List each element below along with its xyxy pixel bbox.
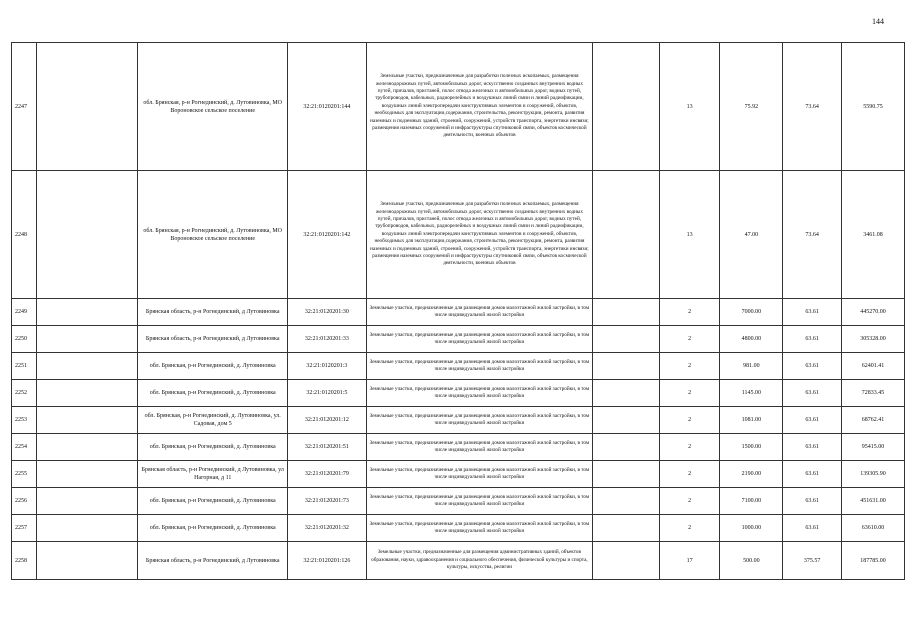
empty-cell (36, 488, 138, 515)
rate-cell: 63.61 (783, 488, 842, 515)
address-cell: Брянская область, р-н Рогнединский, д Лутовиновка (138, 542, 287, 580)
land-use-cell: Земельные участки, предназначенные для разработки полезных ископаемых, размещения железнодорожных путей, автомобильных дорог, искусственно созданных внутренних водных путей, причалов, пристаней, полос отвода железных и автомобильных дорог, водных путей, трубопроводов, кабельных, радиорелейных и воздушных линий связи и линий радиофикации, воздушных линий электропередачи конструктивных элементов и сооружений, объектов, необходимых для эксплуатации,содержания, строительства, реконструкции, ремонта, развития наземных и подземных зданий, строений, сооружений, устройств транспорта, энергетики инсвязи; размещения наземных сооружений и инфраструктуры спутниковой связи, объектов космической деятельности, военных объектов (366, 171, 592, 299)
table-row (12, 299, 905, 326)
group-cell: 2 (659, 326, 720, 353)
value-cell: 445270.00 (842, 299, 905, 326)
cadastral-number-cell: 32:21:0120201:12 (287, 407, 366, 434)
address-cell: Брянская область, р-н Рогнединский, д Лутовиновка (138, 299, 287, 326)
area-cell: 1000.00 (720, 515, 783, 542)
land-use-cell: Земельные участки, предназначенные для размещения домов малоэтажной жилой застройки, в том числе индивидуальной жилой застройки (366, 488, 592, 515)
area-cell: 4800.00 (720, 326, 783, 353)
row-number: 2251 (12, 353, 37, 380)
row-number: 2255 (12, 461, 37, 488)
land-use-cell: Земельные участки, предназначенные для размещения административных зданий, объектов образования, науки, здравоохранения и социального обеспечения, физической культуры и спорта, культуры, искусства, религии (366, 542, 592, 580)
empty-cell (593, 43, 660, 171)
group-cell: 13 (659, 43, 720, 171)
group-cell: 2 (659, 515, 720, 542)
row-number: 2256 (12, 488, 37, 515)
area-cell: 1145.00 (720, 380, 783, 407)
cadastral-number-cell: 32:21:0120201:5 (287, 380, 366, 407)
empty-cell (593, 542, 660, 580)
cadastral-table (11, 42, 905, 580)
area-cell: 2190.00 (720, 461, 783, 488)
table-row (12, 407, 905, 434)
land-use-cell: Земельные участки, предназначенные для разработки полезных ископаемых, размещения железнодорожных путей, автомобильных дорог, искусственно созданных внутренних водных путей, причалов, пристаней, полос отвода железных и автомобильных дорог, водных путей, трубопроводов, кабельных, радиорелейных и воздушных линий связи и линий радиофикации, воздушных линий электропередачи конструктивных элементов и сооружений, объектов, необходимых для эксплуатации,содержания, строительства, реконструкции, ремонта, развития наземных и подземных зданий, строений, сооружений, устройств транспорта, энергетики инсвязи; размещения наземных сооружений и инфраструктуры спутниковой связи, объектов космической деятельности, военных объектов (366, 43, 592, 171)
empty-cell (36, 380, 138, 407)
empty-cell (36, 434, 138, 461)
land-use-cell: Земельные участки, предназначенные для размещения домов малоэтажной жилой застройки, в том числе индивидуальной жилой застройки (366, 380, 592, 407)
cadastral-number-cell: 32:21:0120201:30 (287, 299, 366, 326)
group-cell: 2 (659, 488, 720, 515)
row-number: 2253 (12, 407, 37, 434)
empty-cell (36, 326, 138, 353)
group-cell: 2 (659, 434, 720, 461)
empty-cell (593, 380, 660, 407)
empty-cell (593, 326, 660, 353)
value-cell: 72833.45 (842, 380, 905, 407)
value-cell: 68762.41 (842, 407, 905, 434)
rate-cell: 63.61 (783, 299, 842, 326)
value-cell: 187785.00 (842, 542, 905, 580)
rate-cell: 63.61 (783, 434, 842, 461)
value-cell: 95415.00 (842, 434, 905, 461)
empty-cell (593, 434, 660, 461)
empty-cell (36, 542, 138, 580)
empty-cell (593, 299, 660, 326)
empty-cell (593, 515, 660, 542)
table-row (12, 171, 905, 299)
land-use-cell: Земельные участки, предназначенные для размещения домов малоэтажной жилой застройки, в том числе индивидуальной жилой застройки (366, 515, 592, 542)
area-cell: 7100.00 (720, 488, 783, 515)
rate-cell: 63.61 (783, 461, 842, 488)
rate-cell: 63.61 (783, 407, 842, 434)
cadastral-number-cell: 32:21:0120201:79 (287, 461, 366, 488)
address-cell: обл. Брянская, р-н Рогнединский, д. Лутовиновка, ул. Садовая, дом 5 (138, 407, 287, 434)
address-cell: Брянская область, р-н Рогнединский, д Лутовиновка, ул Нагорная, д 11 (138, 461, 287, 488)
table-row (12, 353, 905, 380)
group-cell: 2 (659, 299, 720, 326)
empty-cell (36, 515, 138, 542)
empty-cell (593, 171, 660, 299)
row-number: 2248 (12, 171, 37, 299)
land-use-cell: Земельные участки, предназначенные для размещения домов малоэтажной жилой застройки, в том числе индивидуальной жилой застройки (366, 299, 592, 326)
empty-cell (593, 461, 660, 488)
empty-cell (593, 353, 660, 380)
address-cell: обл. Брянская, р-н Рогнединский, д. Лутовиновка (138, 515, 287, 542)
rate-cell: 63.61 (783, 326, 842, 353)
table-row (12, 434, 905, 461)
page-number: 144 (872, 17, 884, 26)
value-cell: 63610.00 (842, 515, 905, 542)
area-cell: 1081.00 (720, 407, 783, 434)
address-cell: Брянская область, р-н Рогнединский, д Лутовиновка (138, 326, 287, 353)
land-use-cell: Земельные участки, предназначенные для размещения домов малоэтажной жилой застройки, в том числе индивидуальной жилой застройки (366, 461, 592, 488)
row-number: 2257 (12, 515, 37, 542)
table-row (12, 488, 905, 515)
group-cell: 2 (659, 353, 720, 380)
area-cell: 47.00 (720, 171, 783, 299)
empty-cell (593, 407, 660, 434)
table-row (12, 380, 905, 407)
row-number: 2258 (12, 542, 37, 580)
row-number: 2252 (12, 380, 37, 407)
group-cell: 2 (659, 407, 720, 434)
value-cell: 305328.00 (842, 326, 905, 353)
address-cell: обл. Брянская, р-н Рогнединский, д. Лутовиновка, МО Вороновское сельское поселение (138, 171, 287, 299)
area-cell: 75.92 (720, 43, 783, 171)
value-cell: 3461.08 (842, 171, 905, 299)
value-cell: 451631.00 (842, 488, 905, 515)
cadastral-number-cell: 32:21:0120201:126 (287, 542, 366, 580)
empty-cell (36, 299, 138, 326)
cadastral-number-cell: 32:21:0120201:142 (287, 171, 366, 299)
group-cell: 17 (659, 542, 720, 580)
address-cell: обл. Брянская, р-н Рогнединский, д. Лутовиновка, МО Вороновское сельское поселение (138, 43, 287, 171)
cadastral-number-cell: 32:21:0120201:32 (287, 515, 366, 542)
empty-cell (36, 353, 138, 380)
rate-cell: 63.61 (783, 353, 842, 380)
table-row (12, 515, 905, 542)
empty-cell (36, 171, 138, 299)
address-cell: обл. Брянская, р-н Рогнединский, д. Лутовиновка (138, 380, 287, 407)
empty-cell (593, 488, 660, 515)
row-number: 2249 (12, 299, 37, 326)
area-cell: 7000.00 (720, 299, 783, 326)
cadastral-number-cell: 32:21:0120201:33 (287, 326, 366, 353)
value-cell: 5590.75 (842, 43, 905, 171)
value-cell: 62401.41 (842, 353, 905, 380)
land-use-cell: Земельные участки, предназначенные для размещения домов малоэтажной жилой застройки, в том числе индивидуальной жилой застройки (366, 326, 592, 353)
land-use-cell: Земельные участки, предназначенные для размещения домов малоэтажной жилой застройки, в том числе индивидуальной жилой застройки (366, 434, 592, 461)
table-row (12, 43, 905, 171)
rate-cell: 375.57 (783, 542, 842, 580)
empty-cell (36, 407, 138, 434)
cadastral-number-cell: 32:21:0120201:144 (287, 43, 366, 171)
cadastral-number-cell: 32:21:0120201:73 (287, 488, 366, 515)
address-cell: обл. Брянская, р-н Рогнединский, д. Лутовиновка (138, 488, 287, 515)
rate-cell: 73.64 (783, 171, 842, 299)
table-row (12, 461, 905, 488)
empty-cell (36, 43, 138, 171)
empty-cell (36, 461, 138, 488)
rate-cell: 63.61 (783, 380, 842, 407)
group-cell: 2 (659, 461, 720, 488)
area-cell: 500.00 (720, 542, 783, 580)
rate-cell: 63.61 (783, 515, 842, 542)
row-number: 2254 (12, 434, 37, 461)
cadastral-number-cell: 32:21:0120201:51 (287, 434, 366, 461)
group-cell: 13 (659, 171, 720, 299)
cadastral-number-cell: 32:21:0120201:3 (287, 353, 366, 380)
rate-cell: 73.64 (783, 43, 842, 171)
land-use-cell: Земельные участки, предназначенные для размещения домов малоэтажной жилой застройки, в том числе индивидуальной жилой застройки (366, 407, 592, 434)
area-cell: 981.00 (720, 353, 783, 380)
address-cell: обл. Брянская, р-н Рогнединский, д. Лутовиновка (138, 434, 287, 461)
row-number: 2250 (12, 326, 37, 353)
group-cell: 2 (659, 380, 720, 407)
table-row (12, 542, 905, 580)
row-number: 2247 (12, 43, 37, 171)
area-cell: 1500.00 (720, 434, 783, 461)
value-cell: 139305.90 (842, 461, 905, 488)
address-cell: обл. Брянская, р-н Рогнединский, д. Лутовиновка (138, 353, 287, 380)
table-row (12, 326, 905, 353)
land-use-cell: Земельные участки, предназначенные для размещения домов малоэтажной жилой застройки, в том числе индивидуальной жилой застройки (366, 353, 592, 380)
